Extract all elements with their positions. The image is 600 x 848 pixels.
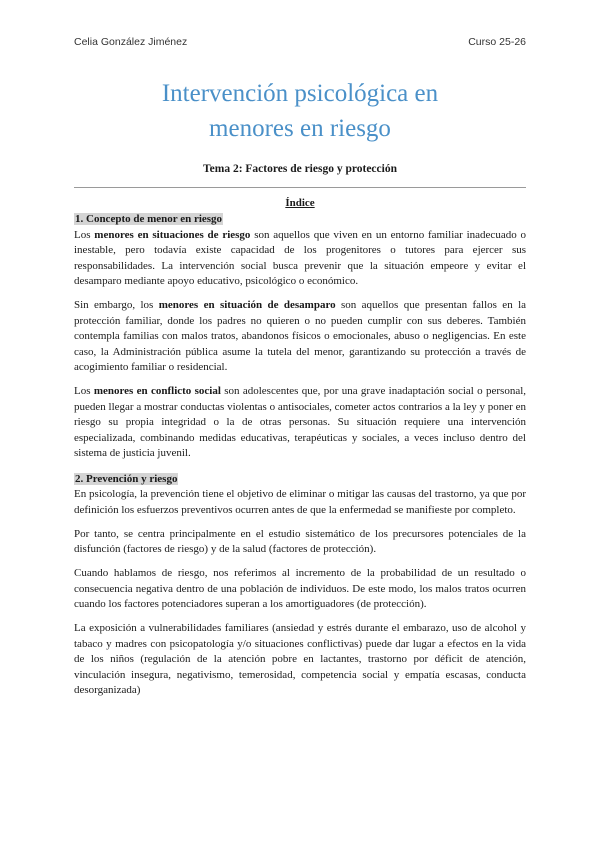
section-heading-text: 1. Concepto de menor en riesgo	[75, 213, 223, 225]
section-heading	[74, 472, 526, 488]
bold-term: menores en situaciones de riesgo	[94, 228, 251, 241]
paragraph: Por tanto, se centra principalmente en el estudio sistemático de los precursores potenciales de la disfunción (factores de riesgo) y de la salud (factores de protección).	[74, 527, 526, 555]
paragraph	[74, 298, 526, 376]
paragraph-text: son aquellos que viven en un entorno familiar inadecuado o inestable, pero todavía existe capacidad de los progenitores o tutores para ejercer sus responsabilidades. La intervención social busca prevenir que la situación empeore y evitar el desamparo mediante apoyo educativo, psicológico o económico.	[74, 228, 526, 287]
paragraph-text: son adolescentes que, por una grave inadaptación social o personal, pueden llegar a mostrar conductas violentas o antisociales, cometer actos contrarios a la ley y poner en riesgo su propia integridad o la de otras personas. Su situación requiere una intervención especializada, combinando medidas educativas, terapéuticas y sociales, a veces incluso dentro del sistema de justicia juvenil.	[74, 385, 527, 459]
document-title-line-1: Intervención psicológica en	[161, 80, 439, 107]
document-title-line-2: menores en riesgo	[209, 115, 391, 142]
horizontal-rule	[74, 187, 526, 188]
index-heading-text: Índice	[285, 197, 315, 209]
paragraph	[74, 384, 526, 462]
paragraph	[74, 228, 526, 290]
paragraph-text: Los	[74, 228, 95, 241]
bold-term: menores en conflicto social	[93, 385, 221, 397]
bold-term: menores en situación de desamparo	[158, 299, 336, 311]
section-heading	[74, 212, 526, 228]
section-heading-text: 2. Prevención y riesgo	[75, 472, 178, 485]
paragraph: En psicología, la prevención tiene el objetivo de eliminar o mitigar las causas del trastorno, ya que por definición los esfuerzos preventivos ocurren antes de que la enfermedad se manifieste por completo.	[74, 488, 526, 516]
header-author: Celia González Jiménez	[74, 36, 188, 48]
document-title	[0, 76, 600, 146]
document-subtitle: Tema 2: Factores de riesgo y protección	[203, 163, 397, 175]
index-heading	[0, 197, 600, 209]
paragraph-text: Los	[74, 385, 94, 397]
section-1	[74, 212, 526, 462]
section-2	[74, 472, 526, 699]
paragraph-text: son aquellos que presentan fallos en la protección familiar, donde los padres no quieren o no pueden cumplir con sus deberes. También contempla familias con malos tratos, abandonos físicos o emocionales, abuso o negligencias. En este caso, la Administración pública asume la tutela del menor, garantizando su protección a través de acogimiento familiar o residencial.	[74, 299, 527, 373]
header-course: Curso 25-26	[468, 36, 526, 48]
paragraph: La exposición a vulnerabilidades familiares (ansiedad y estrés durante el embarazo, uso de alcohol y tabaco y madres con psicopatología y/o situaciones conflictivas) puede dar lugar a efectos en la vida de los niños (regulación de la atención pobre en lactantes, trastorno por déficit de atención, vinculación insegura, negativismo, temerosidad, competencia social y empatía escasas, conducta desorganizada)	[74, 622, 526, 696]
paragraph-text: Sin embargo, los	[74, 299, 159, 311]
paragraph: Cuando hablamos de riesgo, nos referimos al incremento de la probabilidad de un resultado o consecuencia negativa dentro de una población de individuos. De este modo, los malos tratos ocurren cuando los factores potenciadores superan a los amortiguadores (de protección).	[74, 567, 526, 610]
running-header	[74, 36, 526, 50]
document-body	[74, 212, 526, 707]
